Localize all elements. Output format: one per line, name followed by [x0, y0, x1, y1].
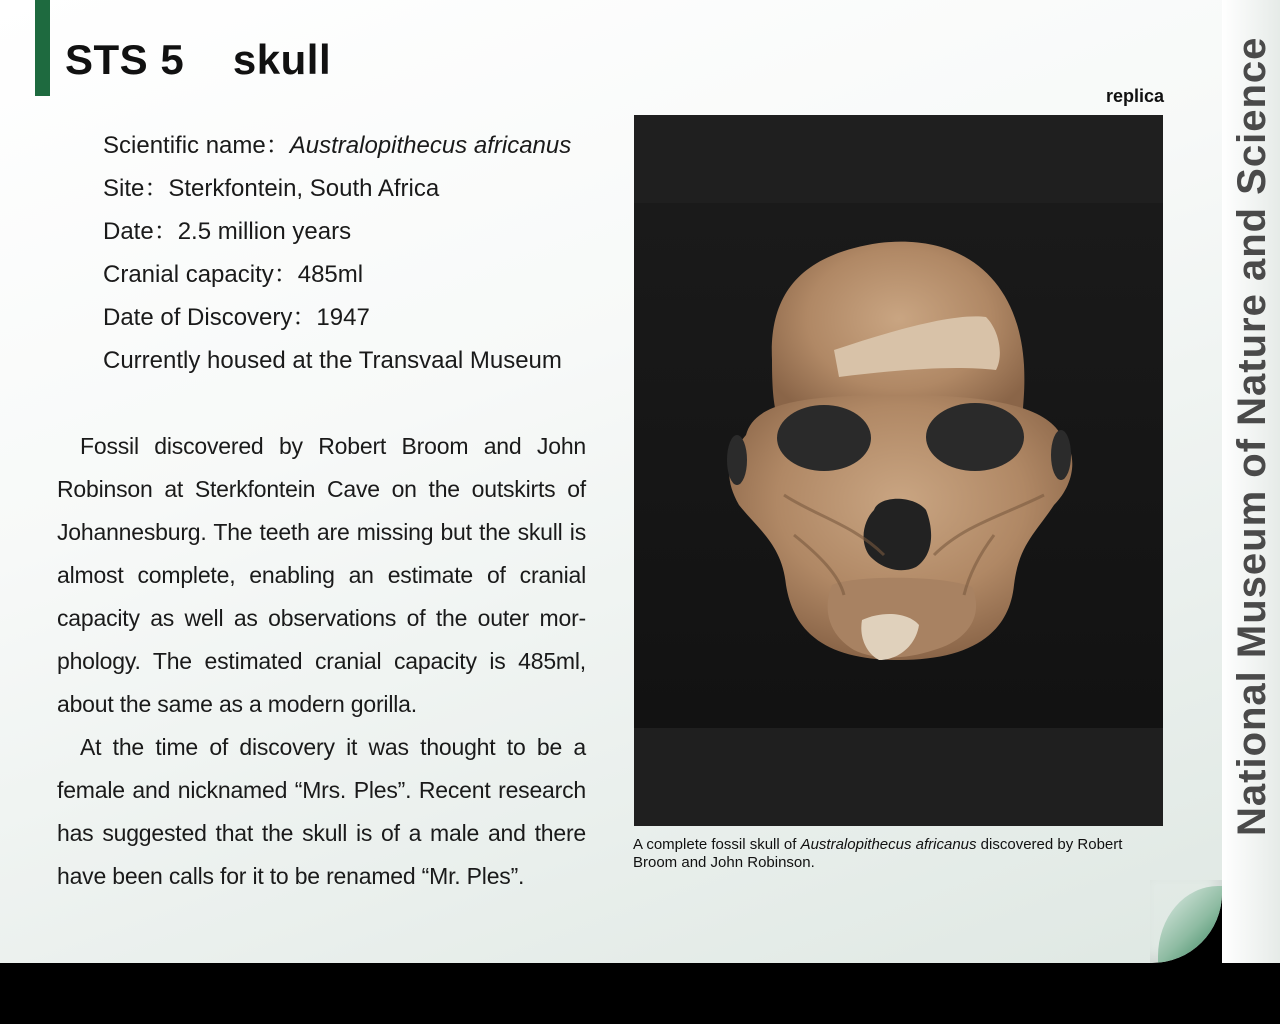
skull-right-orbit	[926, 403, 1024, 471]
scientific-name-value: Australopithecus africanus	[289, 132, 572, 159]
skull-photo	[634, 115, 1163, 826]
fact-housed: Currently housed at the Transvaal Museum	[103, 347, 562, 374]
replica-label: replica	[1105, 86, 1164, 106]
fact-date: Date：2.5 million years	[103, 218, 352, 245]
bottom-bar	[0, 963, 1280, 1024]
fact-date-of-discovery: Date of Discovery：1947	[103, 304, 370, 331]
title-name: skull	[232, 36, 332, 83]
caption-prefix: A complete fossil skull of	[633, 836, 801, 853]
fact-cranial-capacity: Cranial capacity：485ml	[103, 261, 364, 288]
title-accent-bar	[35, 0, 50, 96]
caption-species: Australopithecus africanus	[800, 836, 977, 853]
photo-caption	[633, 836, 1165, 872]
description-paragraph-1: Fossil discovered by Robert Broom and John Robinson at Sterkfontein Cave on the outskirts of Johannesburg. The teeth are missing but the skull is almost complete, enabling an estimate of cranial capacity as well as observations of the outer mor-phology. The estimated cranial capacity is 485ml, about the same as a modern gorilla.	[57, 433, 586, 717]
fact-site: Site：Sterkfontein, South Africa	[103, 175, 440, 202]
skull-illustration	[634, 115, 1163, 826]
title-code: STS 5	[65, 36, 185, 83]
description	[57, 425, 586, 898]
scientific-name-label: Scientific name：	[103, 132, 290, 159]
description-paragraph-2: At the time of discovery it was thought to be a female and nicknamed “Mrs. Ples”. Recent research has suggested that the skull is of a male and there have been calls for it to be renamed “Mr. Ples”.	[57, 734, 586, 889]
fact-scientific-name	[103, 124, 571, 167]
caption-suffix: discovered by Robert Broom and John Robinson.	[633, 836, 1123, 871]
facts-list	[103, 124, 571, 382]
museum-name: National Museum of Nature and Science	[1230, 36, 1274, 836]
skull-left-orbit	[777, 405, 871, 471]
page-title	[65, 36, 331, 84]
